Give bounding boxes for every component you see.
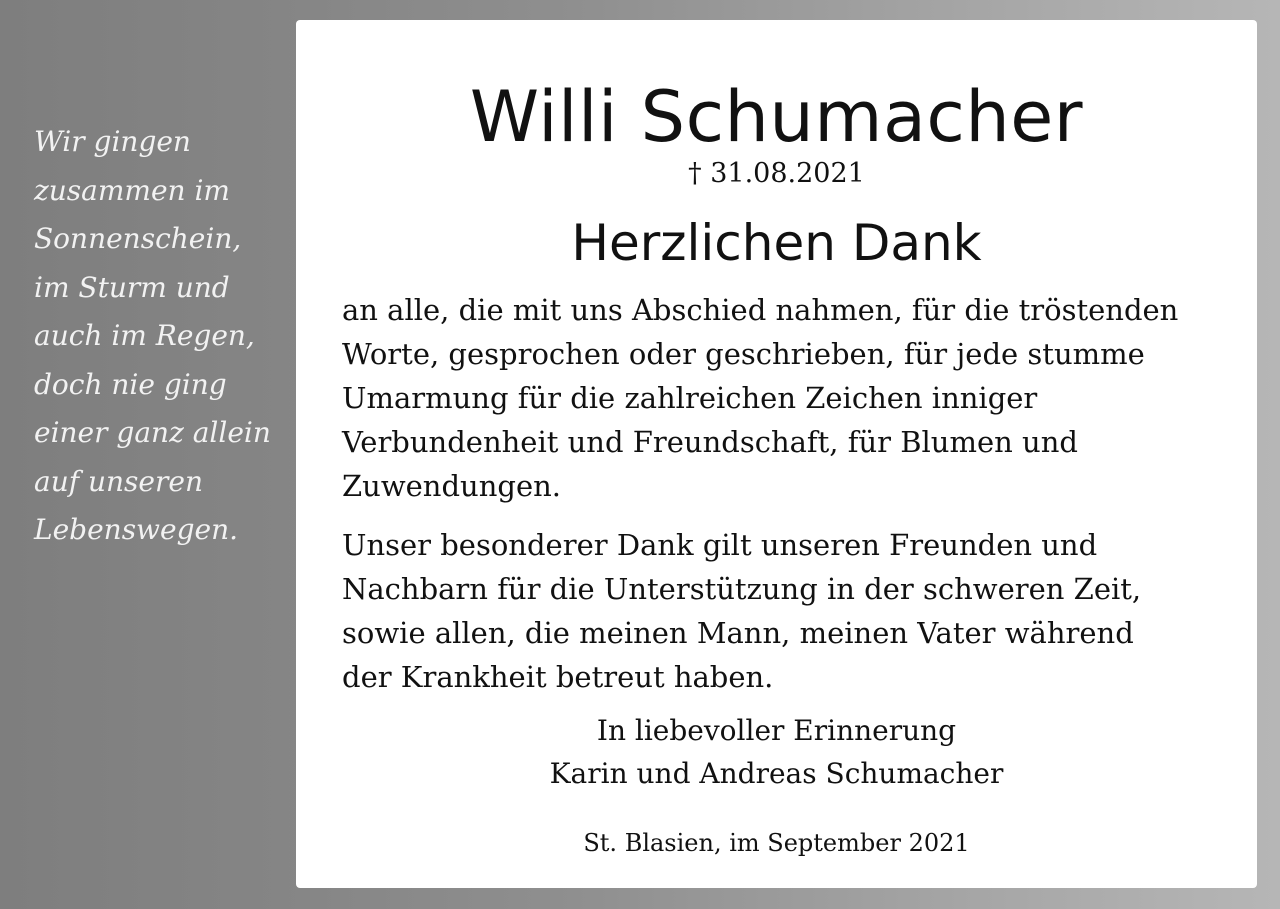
signatories: Karin und Andreas Schumacher <box>549 757 1004 790</box>
poem-line: Lebenswegen. <box>34 513 239 546</box>
paragraph-line: Zuwendungen. <box>342 469 562 503</box>
thanks-heading: Herzlichen Dank <box>571 214 982 272</box>
notice-card <box>296 20 1257 888</box>
thanks-paragraph-2 <box>342 523 1212 699</box>
paragraph-line: sowie allen, die meinen Mann, meinen Vater während <box>342 616 1134 650</box>
poem-line: auch im Regen, <box>34 319 255 352</box>
closing-line: In liebevoller Erinnerung <box>596 714 957 747</box>
paragraph-line: Verbundenheit und Freundschaft, für Blumen und <box>342 425 1078 459</box>
paragraph-line: an alle, die mit uns Abschied nahmen, für die tröstenden <box>342 293 1179 327</box>
paragraph-line: Nachbarn für die Unterstützung in der schweren Zeit, <box>342 572 1142 606</box>
poem-line: zusammen im <box>34 173 230 207</box>
paragraph-line: Worte, gesprochen oder geschrieben, für jede stumme <box>342 337 1145 371</box>
place-and-date: St. Blasien, im September 2021 <box>583 829 970 857</box>
poem-line: auf unseren <box>34 464 203 498</box>
poem-line: Wir gingen <box>34 125 191 158</box>
thanks-paragraph-1 <box>342 288 1212 508</box>
poem-line: doch nie ging <box>34 367 227 401</box>
poem-line: einer ganz allein <box>34 416 271 449</box>
deceased-name: Willi Schumacher <box>469 76 1084 158</box>
side-poem <box>34 118 284 555</box>
paragraph-line: der Krankheit betreut haben. <box>342 660 774 694</box>
death-date: † 31.08.2021 <box>688 158 865 189</box>
paragraph-line: Unser besonderer Dank gilt unseren Freunden und <box>342 528 1098 562</box>
paragraph-line: Umarmung für die zahlreichen Zeichen inniger <box>342 381 1038 415</box>
poem-line: im Sturm und <box>34 270 230 304</box>
poem-line: Sonnenschein, <box>34 222 242 255</box>
